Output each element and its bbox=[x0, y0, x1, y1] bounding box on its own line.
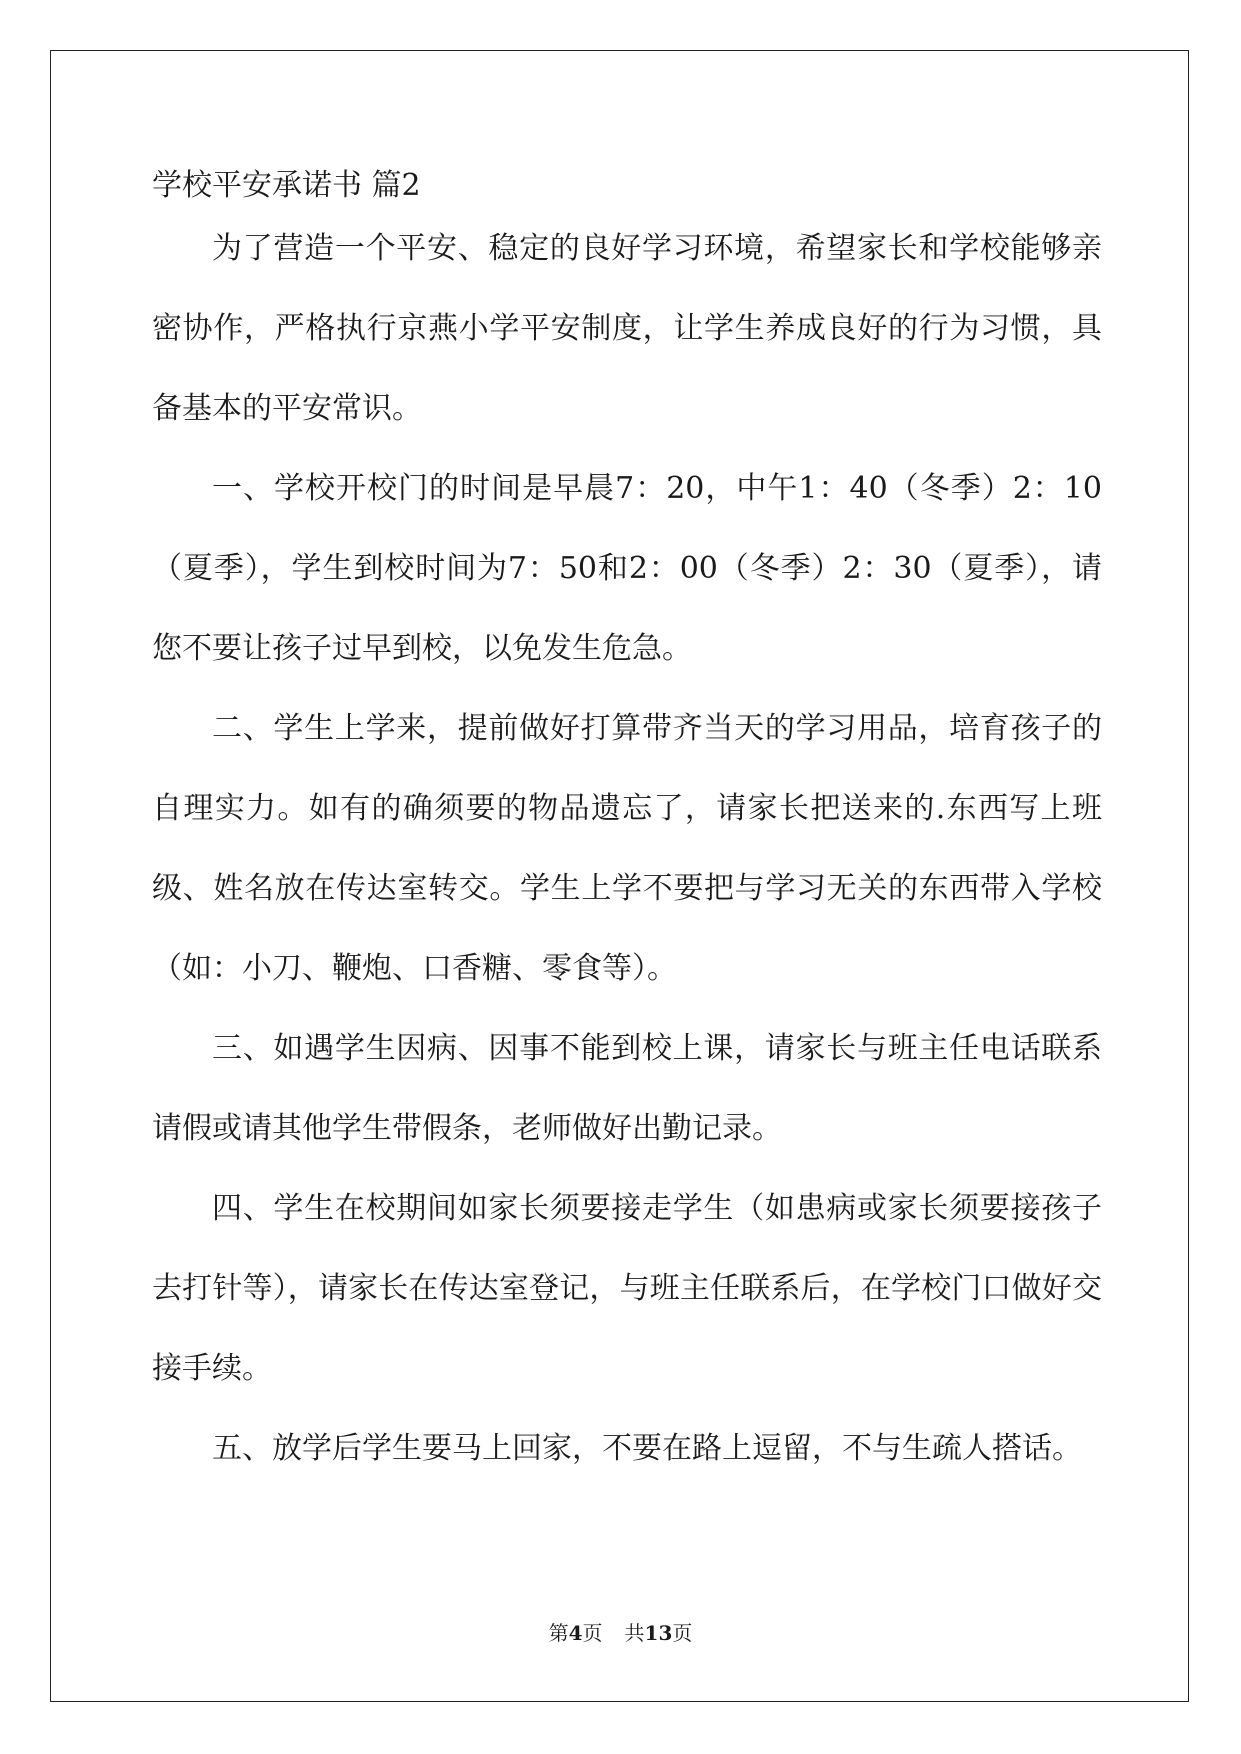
page-number: 4 bbox=[568, 1621, 583, 1645]
paragraph-item-1: 一、学校开校门的时间是早晨7：20，中午1：40（冬季）2：10（夏季），学生到校时间为7：50和2：00（冬季）2：30（夏季），请您不要让孩子过早到校，以免发生危急。 bbox=[152, 471, 1102, 666]
page-prefix: 第 bbox=[548, 1621, 569, 1645]
paragraph-item-3: 三、如遇学生因病、因事不能到校上课，请家长与班主任电话联系请假或请其他学生带假条，老师做好出勤记录。 bbox=[152, 1031, 1102, 1146]
document-title: 学校平安承诺书 篇2 bbox=[152, 168, 421, 203]
paragraph-intro: 为了营造一个平安、稳定的良好学习环境，希望家长和学校能够亲密协作，严格执行京燕小学平安制度，让学生养成良好的行为习惯，具备基本的平安常识。 bbox=[152, 231, 1102, 426]
page-footer bbox=[0, 1620, 1241, 1646]
page-unit: 页 bbox=[582, 1621, 603, 1645]
total-unit: 页 bbox=[672, 1621, 693, 1645]
paragraph-item-4: 四、学生在校期间如家长须要接走学生（如患病或家长须要接孩子去打针等），请家长在传达室登记，与班主任联系后，在学校门口做好交接手续。 bbox=[152, 1191, 1102, 1386]
paragraph-item-2: 二、学生上学来，提前做好打算带齐当天的学习用品，培育孩子的自理实力。如有的确须要的物品遗忘了，请家长把送来的.东西写上班级、姓名放在传达室转交。学生上学不要把与学习无关的东西带入学校（如：小刀、鞭炮、口香糖、零食等）。 bbox=[152, 711, 1102, 986]
total-prefix: 共 bbox=[624, 1621, 645, 1645]
paragraph-item-5: 五、放学后学生要马上回家，不要在路上逗留，不与生疏人搭话。 bbox=[212, 1431, 1082, 1466]
total-pages: 13 bbox=[644, 1621, 673, 1645]
